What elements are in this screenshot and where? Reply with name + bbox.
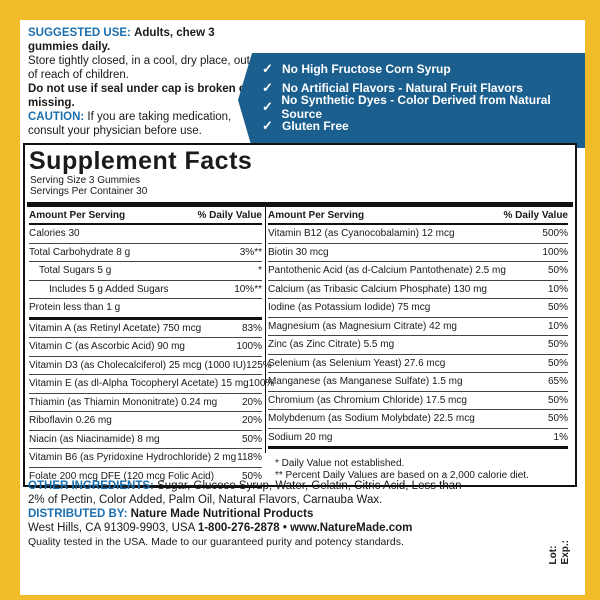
footnote-calorie: ** Percent Daily Values are based on a 2,000 calorie diet. bbox=[275, 470, 529, 481]
serving-size: Serving Size 3 Gummies bbox=[30, 175, 141, 186]
quality-statement: Quality tested in the USA. Made to our guaranteed purity and potency standards. bbox=[28, 536, 404, 548]
nutrient-row: Total Sugars 5 g * bbox=[29, 262, 262, 281]
ingredients-label: OTHER INGREDIENTS: bbox=[28, 480, 154, 492]
lot-exp-area bbox=[548, 540, 572, 564]
nutrient-row: Molybdenum (as Sodium Molybdate) 22.5 mcg 50% bbox=[268, 410, 568, 429]
checkmark-icon: ✓ bbox=[262, 60, 273, 76]
nutrient-row: Selenium (as Selenium Yeast) 27.6 mcg 50% bbox=[268, 355, 568, 374]
suggested-use-text: Adults, chew 3 gummies daily. bbox=[28, 27, 215, 53]
suggested-use-label: SUGGESTED USE: bbox=[28, 27, 131, 39]
nutrient-row: Calcium (as Tribasic Calcium Phosphate) 130 mg 10% bbox=[268, 281, 568, 300]
website-link: www.NatureMade.com bbox=[290, 522, 413, 534]
phone-number: 1-800-276-2878 bbox=[197, 522, 280, 534]
nutrient-row: Total Carbohydrate 8 g 3%** bbox=[29, 244, 262, 263]
facts-column-left bbox=[29, 209, 275, 488]
nutrient-row: Calories 30 bbox=[29, 225, 262, 244]
nutrient-row: Vitamin A (as Retinyl Acetate) 750 mcg 83% bbox=[29, 320, 262, 339]
distributed-label: DISTRIBUTED BY: bbox=[28, 508, 128, 520]
column-header: Amount Per Serving % Daily Value bbox=[29, 209, 262, 225]
address-text: West Hills, CA 91309-9903, USA bbox=[28, 522, 195, 534]
nutrient-row: Vitamin B12 (as Cyanocobalamin) 12 mcg 500% bbox=[268, 225, 568, 244]
claim-item: ✓ No Synthetic Dyes - Color Derived from Natural Source bbox=[262, 92, 551, 121]
nutrient-row: Thiamin (as Thiamin Mononitrate) 0.24 mg 20% bbox=[29, 394, 262, 413]
nutrient-row: Pantothenic Acid (as d-Calcium Pantothenate) 2.5 mg 50% bbox=[268, 262, 568, 281]
claim-item: ✓ No Artificial Flavors - Natural Fruit Flavors bbox=[262, 79, 523, 95]
supplement-facts-panel bbox=[23, 143, 577, 487]
nutrient-row: Vitamin E (as dl-Alpha Tocopheryl Acetate) 15 mg 100% bbox=[29, 375, 262, 394]
exp-label: Exp.: bbox=[560, 540, 571, 565]
nutrient-row: Vitamin D3 (as Cholecalciferol) 25 mcg (1000 IU) 125% bbox=[29, 357, 262, 376]
claims-banner bbox=[252, 53, 585, 148]
footnote-dv: * Daily Value not established. bbox=[275, 458, 405, 469]
nutrient-row: Zinc (as Zinc Citrate) 5.5 mg 50% bbox=[268, 336, 568, 355]
nutrient-row: Protein less than 1 g bbox=[29, 299, 262, 320]
checkmark-icon: ✓ bbox=[262, 117, 273, 133]
ingredients-text: Sugar, Glucose Syrup, Water, Gelatin, Citric Acid, Less than 2% of Pectin, Color Added, Palm Oil, Natural Flavors, Carnauba Wax. bbox=[28, 480, 462, 506]
storage-text: Store tightly closed, in a cool, dry place, out of reach of children. bbox=[28, 55, 250, 81]
seal-warning: Do not use if seal under cap is broken or missing. bbox=[28, 83, 251, 109]
nutrient-row: Iodine (as Potassium Iodide) 75 mcg 50% bbox=[268, 299, 568, 318]
nutrient-row: Biotin 30 mcg 100% bbox=[268, 244, 568, 263]
nutrient-row: Vitamin C (as Ascorbic Acid) 90 mg 100% bbox=[29, 338, 262, 357]
nutrient-row: Riboflavin 0.26 mg 20% bbox=[29, 412, 262, 431]
checkmark-icon: ✓ bbox=[262, 98, 273, 114]
nutrient-row: Magnesium (as Magnesium Citrate) 42 mg 10% bbox=[268, 318, 568, 337]
column-divider bbox=[265, 207, 266, 453]
caution-text: If you are taking medication, consult your physician before use. bbox=[28, 111, 232, 137]
nutrient-row: Niacin (as Niacinamide) 8 mg 50% bbox=[29, 431, 262, 450]
nutrient-row: Folate 200 mcg DFE (120 mcg Folic Acid) 50% bbox=[29, 468, 262, 489]
divider-thick bbox=[27, 202, 573, 207]
caution-label: CAUTION: bbox=[28, 111, 85, 123]
nutrient-row: Includes 5 g Added Sugars 10%** bbox=[29, 281, 262, 300]
distributor-name: Nature Made Nutritional Products bbox=[130, 508, 314, 520]
nutrient-row: Vitamin B6 (as Pyridoxine Hydrochloride) 2 mg 118% bbox=[29, 449, 262, 468]
nutrient-row: Sodium 20 mg 1% bbox=[268, 429, 568, 450]
nutrient-row: Chromium (as Chromium Chloride) 17.5 mcg 50% bbox=[268, 392, 568, 411]
lot-label: Lot: bbox=[548, 545, 559, 565]
usage-instructions bbox=[28, 26, 258, 138]
nutrient-row: Manganese (as Manganese Sulfate) 1.5 mg 65% bbox=[268, 373, 568, 392]
checkmark-icon: ✓ bbox=[262, 79, 273, 95]
facts-column-right bbox=[268, 209, 568, 449]
claim-item: ✓ Gluten Free bbox=[262, 117, 349, 133]
serving-info bbox=[30, 175, 147, 197]
bottom-info: OTHER INGREDIENTS: Sugar, Glucose Syrup, Water, Gelatin, Citric Acid, Less than 2% of Pectin, Color Added, Palm Oil, Natural Flavors, Carnauba Wax. DISTRIBUTED BY: Nature Made Nutritional Products West Hills, CA 91309-9903, USA 1-800-276-2878 • www.NatureMade.com Quality tested in the USA. Made to our guaranteed purity and potency standards. bbox=[28, 479, 468, 549]
facts-title: Supplement Facts bbox=[29, 147, 253, 175]
claim-item: ✓ No High Fructose Corn Syrup bbox=[262, 60, 451, 76]
servings-per-container: Servings Per Container 30 bbox=[30, 186, 148, 197]
column-header: Amount Per Serving % Daily Value bbox=[268, 209, 568, 225]
